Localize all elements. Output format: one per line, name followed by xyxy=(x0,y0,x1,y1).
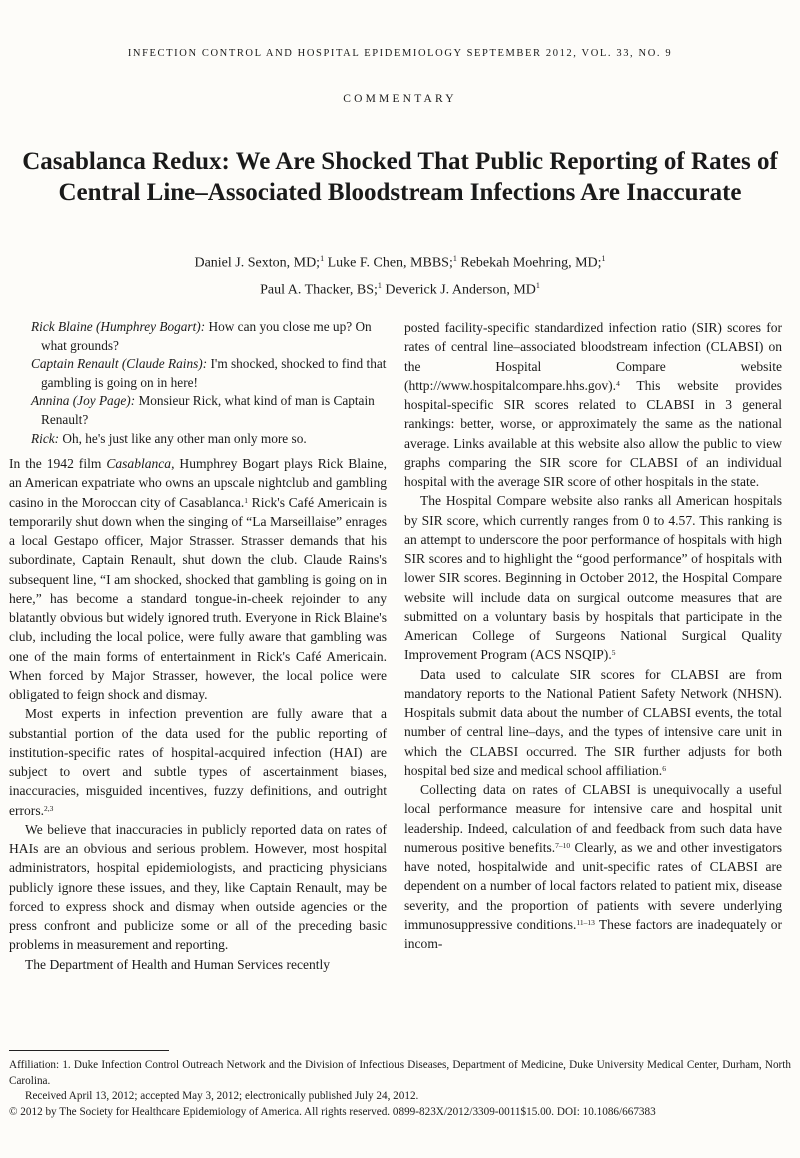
epigraph-speaker: Rick: xyxy=(31,430,60,446)
epigraph-text: How can you close me up? On what grounds? xyxy=(41,319,372,353)
epigraph-line xyxy=(31,392,387,429)
affiliation-mark: 1 xyxy=(320,254,325,263)
reference-mark: 4 xyxy=(616,378,620,388)
epigraph-speaker: Rick Blaine (Humphrey Bogart): xyxy=(31,319,206,334)
body-paragraph: Most experts in infection prevention are fully aware that a substantial portion of the data used for the public reporting of institution-specific rates of hospital-acquired infection (HAI) are subject to overt and subtle types of ascertainment biases, inaccuracies, misguided incentives, fuzzy definitions, and outright errors.$^{2,3}$ xyxy=(9,706,387,818)
author-name: Paul A. Thacker, BS; xyxy=(260,282,378,298)
left-column xyxy=(9,318,387,974)
author-name: Deverick J. Anderson, MD xyxy=(385,282,536,298)
epigraph-text: Oh, he's just like any other man only more so. xyxy=(59,430,307,446)
reference-mark: 5 xyxy=(611,648,616,658)
reference-mark: 11–13 xyxy=(576,917,595,927)
body-paragraph: The Department of Health and Human Services recently xyxy=(25,956,331,972)
section-label: COMMENTARY xyxy=(343,93,457,105)
epigraph-line xyxy=(31,318,387,355)
epigraph-line xyxy=(31,430,387,449)
author-name: Rebekah Moehring, MD; xyxy=(460,255,602,271)
reference-mark: 2,3 xyxy=(43,803,54,813)
body-paragraph: The Hospital Compare website also ranks all American hospitals by SIR score, which currently ranges from 0 to 4.57. This ranking is an attempt to underscore the poor performance of hospitals with high SIR scores and to highlight the “good performance” of hospitals with lower SIR scores. Beginning in October 2012, the Hospital Compare website will include data on surgical outcome measures that are submitted on a voluntary basis by hospitals that participate in the American College of Surgeons National Surgical Quality Improvement Program (ACS NSQIP).$^5$ xyxy=(404,493,782,663)
epigraph-speaker: Captain Renault (Claude Rains): xyxy=(31,356,208,372)
reference-mark: 6 xyxy=(662,763,666,773)
epigraph xyxy=(9,318,387,448)
affiliation-mark: 1 xyxy=(535,280,540,290)
body-paragraph: posted facility-specific standardized infection ratio (SIR) scores for rates of central line–associated bloodstream infection (CLABSI) on the Hospital Compare website (http://www.hospitalcompare.hhs.gov).$^4$ This website provides hospital-specific SIR scores related to CLABSI in 3 general rankings: better, worse, or approximately the same as the national average. Links available at this website also allow the public to view graphs comparing the SIR score for CLABSI of an individual hospital with the average SIR score of other hospitals in the state. xyxy=(404,320,782,489)
author-list xyxy=(0,248,800,301)
affiliation-mark: 1 xyxy=(452,254,457,263)
body-paragraph: In the 1942 film Casablanca, Humphrey Bogart plays Rick Blaine, an American expatriate who owns an upscale nightclub and gambling casino in the Moroccan city of Casablanca.$^1$ Rick's Café Americain is temporarily shut down when the singing of “La Marseillaise” enrages a local Gestapo officer, Major Strasser. Strasser demands that his subordinate, Captain Renault, shut down the club. Claude Rains's subsequent line, “I am shocked, shocked that gambling is going on in here,” has become a standard tongue-in-cheek rejoinder to any blatantly obvious but widely ignored truth. Everyone in Rick Blaine's club, including the local police, were fully aware that gambling was one of the main forms of entertainment in Rick's Café Americain. When forced by Major Strasser, however, the local police were obligated to feign shock and dismay. xyxy=(9,456,387,703)
epigraph-text: I'm shocked, shocked to find that gambling is going on in here! xyxy=(41,356,387,390)
footnote-divider xyxy=(9,1050,169,1051)
body-paragraph: Data used to calculate SIR scores for CLABSI are from mandatory reports to the National Patient Safety Network (NHSN). Hospitals submit data about the number of CLABSI events, the total number of central line–days, and the types of intensive care unit in which the CLABSI occurred. The SIR further adjusts for both hospital bed size and medical school affiliation.$^6$ xyxy=(404,666,782,778)
film-title: Casablanca xyxy=(106,456,172,472)
affiliation-mark: 1 xyxy=(601,254,606,263)
body-paragraph: Collecting data on rates of CLABSI is unequivocally a useful local performance measure for intensive care and hospital unit leadership. Indeed, calculation of and feedback from such data have numerous positive benefits.$^{7-10}$ Clearly, as we and other investigators have noted, hospitalwide and unit-specific rates of CLABSI are dependent on a number of local factors related to patient mix, disease severity, and the proportion of patients with severe underlying immunosuppressive conditions.$^{11-13}$ These factors are inadequately or incom- xyxy=(404,782,782,951)
running-head: INFECTION CONTROL AND HOSPITAL EPIDEMIOLOGY SEPTEMBER 2012, VOL. 33, NO. 9 xyxy=(127,48,673,59)
right-column xyxy=(404,318,782,953)
affiliation-mark: 1 xyxy=(377,280,382,290)
copyright-line: © 2012 by The Society for Healthcare Epidemiology of America. All rights reserved. 0899-823X/2012/3309-0011$15.00. DOI: 10.1086/667383 xyxy=(9,1105,656,1118)
received-dates: Received April 13, 2012; accepted May 3, 2012; electronically published July 24, 2012. xyxy=(25,1090,419,1103)
body-paragraph: We believe that inaccuracies in publicly reported data on rates of HAIs are an obvious and serious problem. However, most hospital administrators, hospital epidemiologists, and practicing physicians publicly ignore these issues, and they, like Captain Renault, may be forced to express shock and dismay when outside agencies or the press confront and publicize some or all of the preceding basic problems in measurement and reporting. xyxy=(9,821,387,953)
epigraph-line xyxy=(31,355,387,392)
reference-mark: 1 xyxy=(244,495,248,505)
affiliation-note: Affiliation: 1. Duke Infection Control Outreach Network and the Division of Infectious Diseases, Department of Medicine, Duke University Medical Center, Durham, North Carolina. xyxy=(9,1059,791,1087)
epigraph-speaker: Annina (Joy Page): xyxy=(31,393,136,409)
article-title: Casablanca Redux: We Are Shocked That Public Reporting of Rates of Central Line–Associated Bloodstream Infections Are Inaccurate xyxy=(22,148,778,206)
epigraph-text: Monsieur Rick, what kind of man is Captain Renault? xyxy=(41,393,375,427)
footnotes xyxy=(9,1058,791,1120)
author-name: Daniel J. Sexton, MD; xyxy=(194,255,321,271)
author-name: Luke F. Chen, MBBS; xyxy=(327,255,453,271)
reference-mark: 7–10 xyxy=(555,840,571,850)
